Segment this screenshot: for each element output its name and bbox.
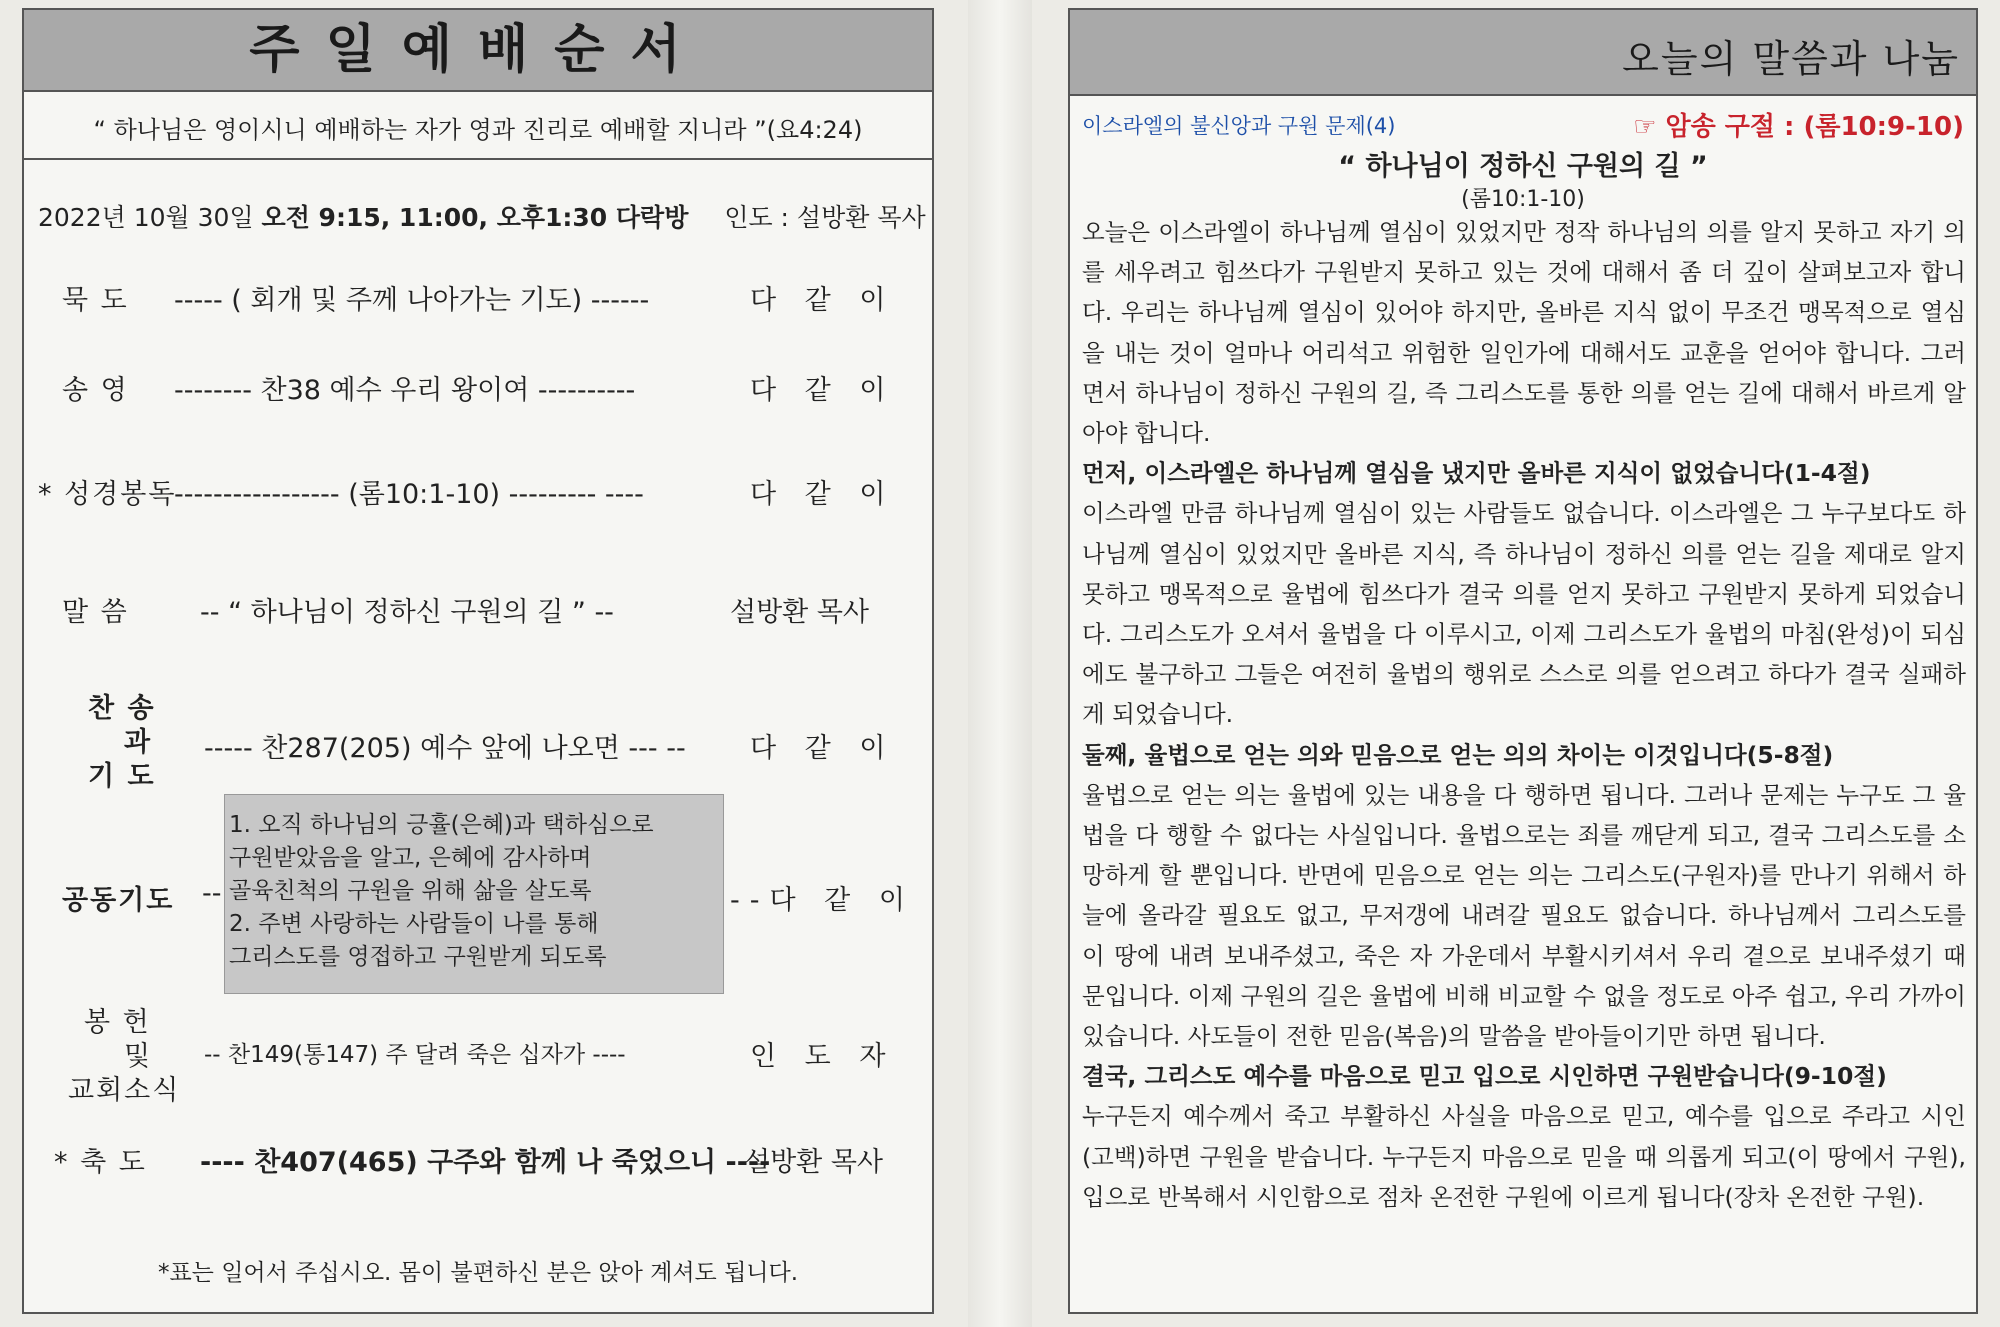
section-heading: 먼저, 이스라엘은 하나님께 열심을 냈지만 올바른 지식이 없었습니다(1-4절): [1082, 459, 1871, 488]
order-detail: -- “ 하나님이 정하신 구원의 길 ” --: [200, 597, 614, 628]
order-who: 다 같 이: [750, 285, 896, 316]
order-name: 및: [124, 1041, 153, 1072]
order-name: 찬 송: [88, 693, 156, 724]
order-detail: ----------------- (롬10:1-10) --------- ----: [174, 479, 644, 510]
sermon-reference: (롬10:1-10): [1461, 187, 1585, 212]
prayer-line: 골육친척의 구원을 위해 삶을 살도록: [229, 878, 592, 904]
order-name: 송 영: [62, 375, 129, 406]
header-title: 오늘의 말씀과 나눔: [1622, 37, 1960, 81]
order-who: 다 같 이: [750, 375, 896, 406]
order-detail: ----- ( 회개 및 주께 나아가는 기도) ------: [174, 285, 650, 316]
paragraph: 이스라엘 만큼 하나님께 열심이 있는 사람들도 없습니다. 이스라엘은 그 누구보다도 하나님께 열심이 있었지만 올바른 지식, 즉 하나님이 정하신 의를 얻는 길을 제대로 알지 못하고 맹목적으로 율법에 힘쓰다가 결국 의를 얻지 못하고 구원받지 못하게 되었습니다. 그리스도가 오셔서 율법을 다 이루시고, 이제 그리스도가 율법의 마침(완성)이 되심에도 불구하고 그들은 여전히 율법의 행위로 스스로 의를 얻으려고 하다가 결국 실패하게 되었습니다.: [1082, 499, 1966, 729]
service-times: 오전 9:15, 11:00, 오후1:30 다락방: [261, 203, 689, 232]
section-heading: 결국, 그리스도 예수를 마음으로 믿고 입으로 시인하면 구원받습니다(9-10절): [1082, 1062, 1887, 1091]
prayer-line: 1. 오직 하나님의 긍휼(은혜)과 택하심으로: [229, 812, 654, 838]
service-date: [38, 198, 926, 234]
sermon-page-header: [1070, 10, 1976, 96]
order-detail: --: [202, 878, 222, 909]
section-heading: 둘째, 율법으로 얻는 의와 믿음으로 얻는 의의 차이는 이것입니다(5-8절): [1082, 740, 1834, 769]
order-name: * 축 도: [54, 1147, 147, 1178]
order-name: * 성경봉독: [38, 479, 177, 510]
order-who: 다 같 이: [750, 479, 896, 510]
page-fold: [968, 0, 1032, 1327]
prayer-line: 구원받았음을 알고, 은혜에 감사하며: [229, 845, 592, 871]
divider: [24, 158, 932, 160]
prayer-line: 2. 주변 사랑하는 사람들이 나를 통해: [229, 911, 599, 937]
order-name: 봉 헌: [84, 1007, 151, 1038]
paragraph: 누구든지 예수께서 죽고 부활하신 사실을 마음으로 믿고, 예수를 입으로 주라고 시인(고백)하면 구원을 받습니다. 누구든지 마음으로 믿을 때 의롭게 되고(이 땅에서 구원), 입으로 반복해서 시인함으로 점차 온전한 구원에 이르게 됩니다(장차 온전한 구원).: [1082, 1102, 1966, 1211]
series-label: 이스라엘의 불신앙과 구원 문제(4): [1082, 114, 1396, 138]
paragraph: 율법으로 얻는 의는 율법에 있는 내용을 다 행하면 됩니다. 그러나 문제는 누구도 그 율법을 다 행할 수 없다는 사실입니다. 율법으로는 죄를 깨닫게 되고, 결국 그리스도를 소망하게 할 뿐입니다. 반면에 믿음으로 얻는 의는 그리스도(구원자)를 만나기 위해서 하늘에 올라갈 필요도 없고, 무저갱에 내려갈 필요도 없습니다. 하나님께서 그리스도를 이 땅에 내려 보내주셨고, 죽은 자 가운데서 부활시키셔서 우리 곁으로 보내주셨기 때문입니다. 이제 구원의 길은 율법에 비해 비교할 수 없을 정도로 아주 쉽고, 우리 가까이 있습니다. 사도들이 전한 믿음(복음)의 말씀을 받아들이기만 하면 됩니다.: [1082, 780, 1966, 1051]
leader-text: 인도 : 설방환 목사: [724, 203, 926, 232]
sermon-title: “ 하나님이 정하신 구원의 길 ”: [1338, 151, 1708, 182]
sermon-body: [1082, 212, 1966, 1217]
order-name: 교회소식: [68, 1075, 181, 1106]
order-detail: ----- 찬287(205) 예수 앞에 나오면 --- --: [204, 733, 686, 764]
order-name: 과: [124, 727, 153, 758]
order-name: 말 씀: [62, 597, 129, 628]
memory-verse: ☞ 암송 구절 : (롬10:9-10): [1633, 112, 1964, 142]
order-who: 인 도 자: [750, 1041, 896, 1072]
order-name: 묵 도: [62, 285, 129, 316]
order-who: 다 같 이: [750, 733, 896, 764]
order-name: 공동기도: [62, 885, 175, 916]
order-who: 설방환 목사: [744, 1147, 883, 1178]
paragraph: 오늘은 이스라엘이 하나님께 열심이 있었지만 정작 하나님의 의를 알지 못하고 자기 의를 세우려고 힘쓰다가 구원받지 못하고 있는 것에 대해서 좀 더 깊이 살펴보고자 합니다. 우리는 하나님께 열심이 있어야 하지만, 올바른 지식 없이 무조건 맹목적으로 열심을 내는 것이 얼마나 어리석고 위험한 일인가에 대해서도 교훈을 얻어야 합니다. 그러면서 하나님이 정하신 구원의 길, 즉 그리스도를 통한 의를 얻는 길에 대해서 바르게 알아야 합니다.: [1082, 218, 1966, 448]
order-detail: -- 찬149(통147) 주 달려 죽은 십자가 ----: [204, 1042, 626, 1068]
order-who: --다 같 이: [730, 885, 915, 916]
prayer-line: 그리스도를 영접하고 구원받게 되도록: [229, 944, 607, 970]
order-detail: -------- 찬38 예수 우리 왕이여 ----------: [174, 375, 636, 406]
worship-order-title: 주일예배순서: [24, 10, 932, 92]
theme-verse: “ 하나님은 영이시니 예배하는 자가 영과 진리로 예배할 지니라 ”(요4:24): [93, 116, 863, 144]
order-name: 기 도: [88, 761, 156, 792]
worship-order-page: [22, 8, 934, 1314]
date-text: 2022년 10월 30일: [38, 203, 254, 232]
footnote: *표는 일어서 주십시오. 몸이 불편하신 분은 앉아 계셔도 됩니다.: [157, 1260, 799, 1286]
order-who: 설방환 목사: [730, 597, 869, 628]
sermon-page: [1068, 8, 1978, 1314]
order-detail: ---- 찬407(465) 구주와 함께 나 죽었으니 ----: [200, 1147, 771, 1178]
prayer-topics-box: [224, 794, 724, 994]
